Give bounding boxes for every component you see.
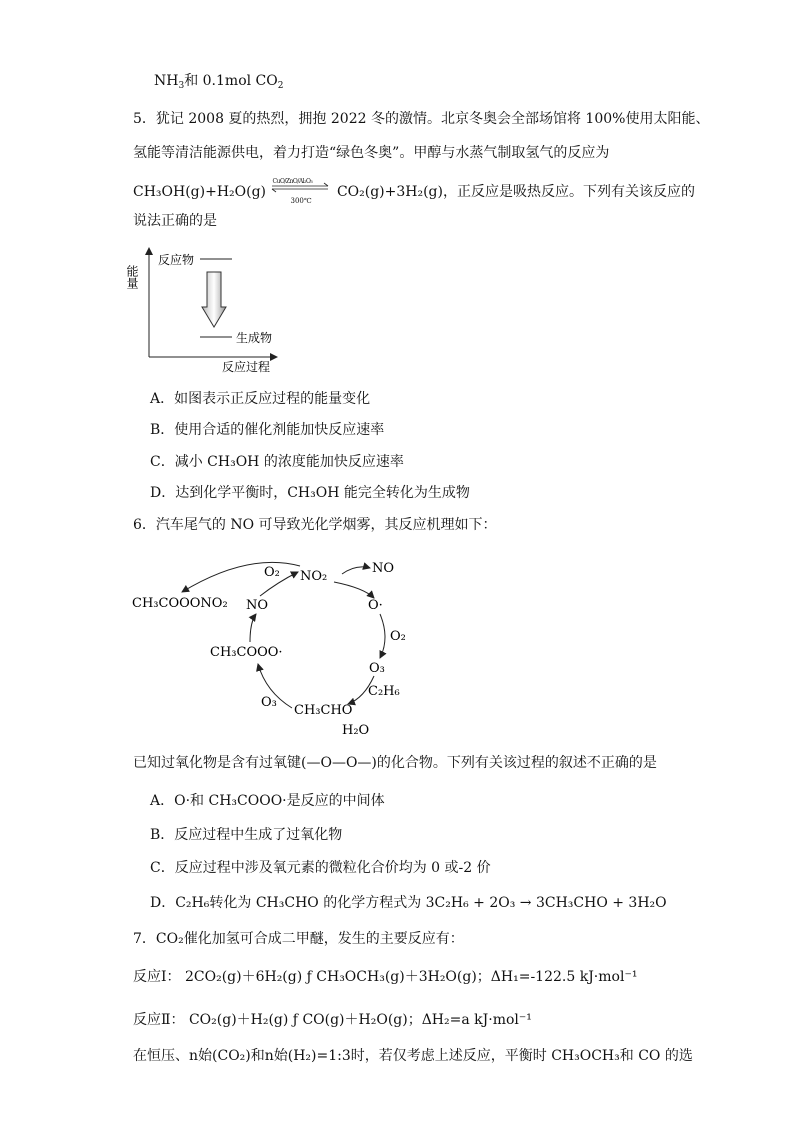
label-h2o: H₂O — [342, 723, 370, 738]
energy-down-arrow-icon — [202, 272, 226, 327]
q7-last-line: 在恒压、n始(CO₂)和n始(H₂)=1:3时，若仅考虑上述反应，平衡时 CH₃OCH₃和 CO 的选 — [133, 1048, 693, 1064]
q6-option-d: D．C₂H₆转化为 CH₃CHO 的化学方程式为 3C₂H₆ + 2O₃ → 3CH₃CHO + 3H₂O — [150, 895, 667, 911]
label-o2-top: O₂ — [264, 565, 280, 580]
reaction-cycle-diagram — [128, 552, 428, 746]
q5-eq-cond-top: CuO/ZnO/Al₂O₃ — [272, 178, 313, 185]
diagram-product: 生成物 — [236, 331, 273, 345]
diagram-ylabel: 能量 — [125, 265, 139, 289]
q5-equation — [133, 178, 695, 205]
q5-option-d: D．达到化学平衡时，CH₃OH 能完全转化为生成物 — [150, 485, 470, 501]
arrow-o-to-o3 — [380, 614, 385, 658]
q6-option-c: C．反应过程中涉及氧元素的微粒化合价均为 0 或-2 价 — [150, 860, 491, 876]
label-o-rad: O· — [368, 598, 383, 613]
label-o3: O₃ — [369, 661, 385, 676]
reaction-cycle-svg — [128, 552, 428, 742]
label-ch3cho: CH₃CHO — [294, 703, 353, 718]
top-line-mid: 和 0.1mol CO — [184, 73, 278, 89]
top-line-sub: 3 — [178, 81, 185, 91]
q5-eq-right: CO₂(g)+3H₂(g)，正反应是吸热反应。下列有关该反应的 — [336, 184, 695, 200]
q5-option-b: B．使用合适的催化剂能加快反应速率 — [150, 422, 385, 438]
label-ch3cooo: CH₃COOO· — [210, 645, 283, 660]
q5-eq-arrow — [270, 178, 332, 205]
label-o3-left: O₃ — [261, 695, 277, 710]
q6-line1: 6．汽车尾气的 NO 可导致光化学烟雾，其反应机理如下： — [133, 517, 497, 533]
q7-line1: 7．CO₂催化加氢可合成二甲醚，发生的主要反应有： — [133, 931, 464, 947]
top-line-nh: NH — [154, 73, 179, 89]
energy-diagram — [125, 245, 288, 379]
q6-option-b: B．反应过程中生成了过氧化物 — [150, 827, 343, 843]
arrow-no2-release — [342, 567, 370, 574]
label-o2-right: O₂ — [390, 629, 406, 644]
y-axis-arrow-icon — [145, 247, 153, 255]
q5-option-a: A．如图表示正反应过程的能量变化 — [150, 391, 371, 407]
q7-reaction1: 反应Ⅰ： 2CO₂(g)＋6H₂(g) ƒ CH₃OCH₃(g)＋3H₂O(g)；ΔH₁=-122.5 kJ·mol⁻¹ — [133, 969, 638, 985]
q5-option-c: C．减小 CH₃OH 的浓度能加快反应速率 — [150, 454, 404, 470]
label-no-in: NO — [246, 598, 269, 613]
q6-note: 已知过氧化物是含有过氧键(—O—O—)的化合物。下列有关该过程的叙述不正确的是 — [133, 755, 657, 771]
top-line — [154, 72, 283, 90]
label-c2h6: C₂H₆ — [368, 684, 400, 699]
top-line-sub2: 2 — [277, 81, 284, 91]
x-axis-arrow-icon — [270, 353, 278, 361]
energy-diagram-svg — [125, 245, 288, 375]
arrow-no2-to-o — [334, 582, 374, 598]
q5-eq-cond-bottom: 300℃ — [290, 197, 312, 205]
q5-eq-left: CH₃OH(g)+H₂O(g) — [133, 184, 267, 200]
label-pan: CH₃COOONO₂ — [132, 596, 228, 611]
q5-line2: 氢能等清洁能源供电，着力打造“绿色冬奥”。甲醇与水蒸气制取氢气的反应为 — [133, 145, 610, 161]
label-no2: NO₂ — [300, 569, 328, 584]
diagram-xlabel: 反应过程 — [222, 360, 271, 374]
q6-option-a: A．O·和 CH₃COOO·是反应的中间体 — [150, 793, 385, 809]
label-no-out: NO — [372, 561, 395, 576]
arrow-to-pan — [182, 562, 300, 592]
arrow-ch3cooo-to-no — [250, 614, 256, 642]
q5-line1: 5．犹记 2008 夏的热烈，拥抱 2022 冬的激情。北京冬奥会全部场馆将 100%使用太阳能、 — [133, 111, 710, 127]
diagram-reactant: 反应物 — [158, 253, 195, 267]
q5-line4: 说法正确的是 — [133, 213, 217, 229]
q7-reaction2: 反应Ⅱ： CO₂(g)＋H₂(g) ƒ CO(g)＋H₂O(g)；ΔH₂=a kJ·mol⁻¹ — [133, 1012, 532, 1028]
